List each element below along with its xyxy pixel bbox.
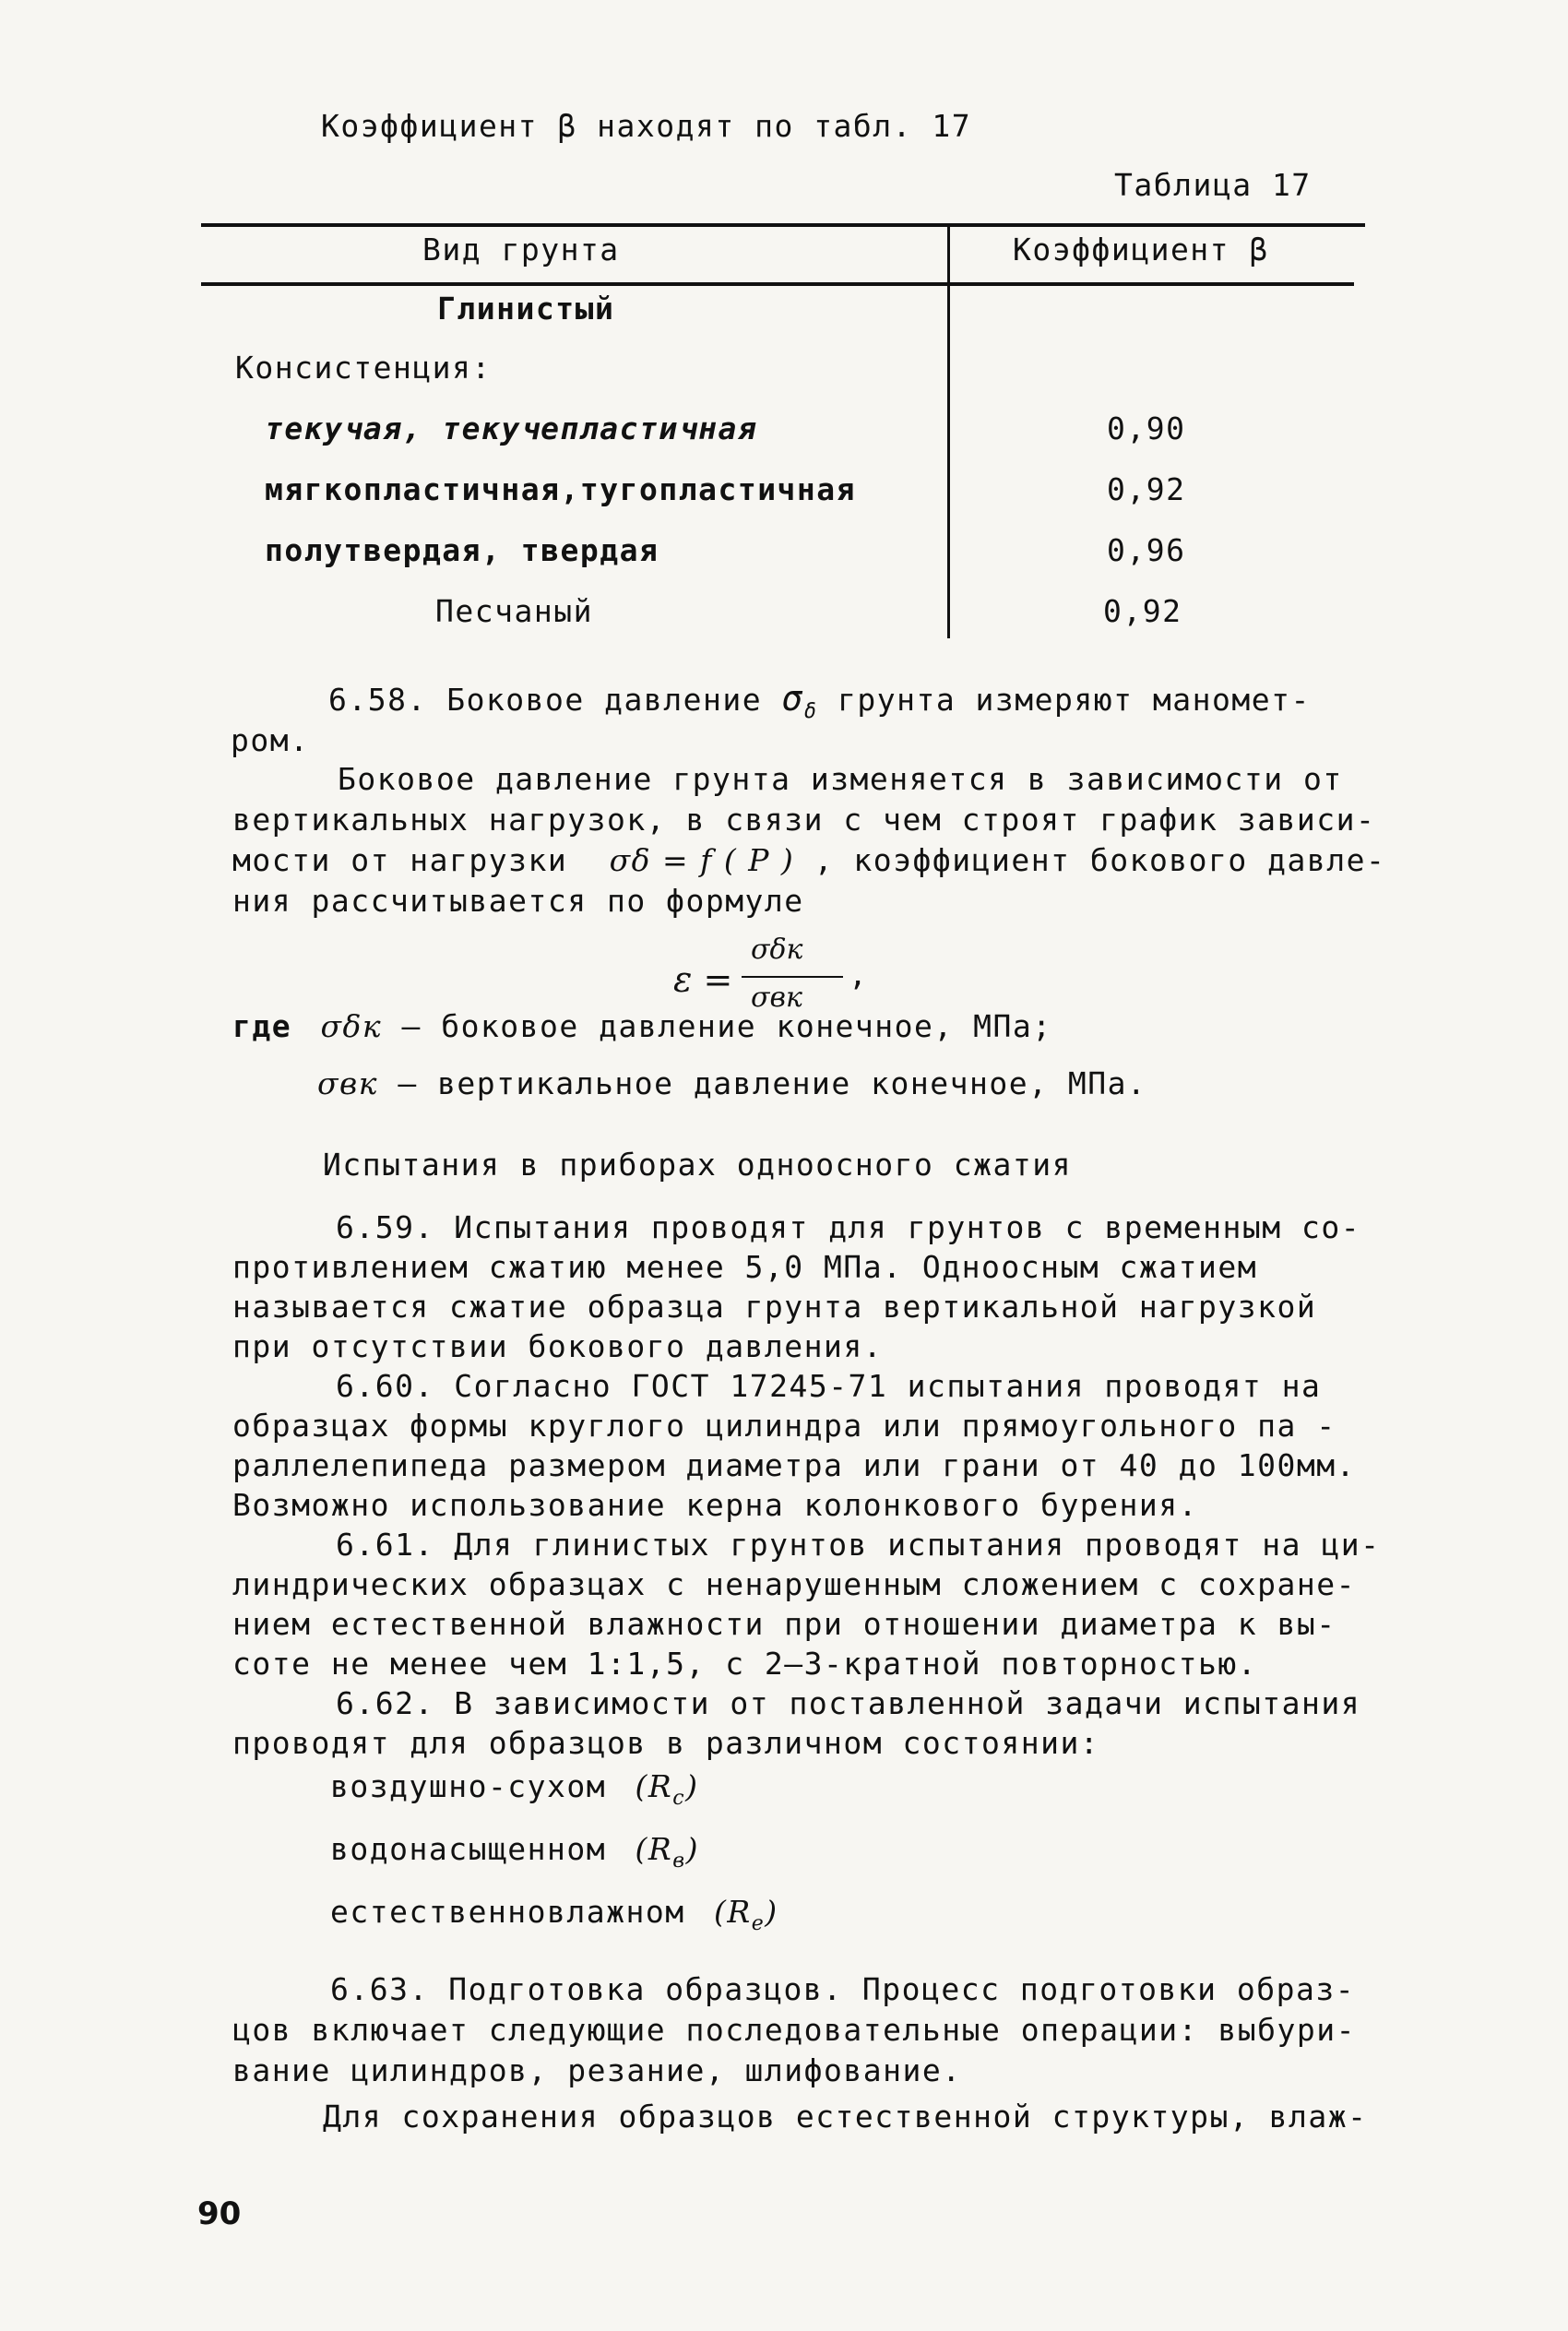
paragraph-6-58-line: 6.58. Боковое давление $\sigma_\delta$ грунта измеряют маномет- [328, 678, 1311, 723]
fraction-bar [742, 976, 843, 978]
paragraph-6-59-line: противлением сжатию менее 5,0 МПа. Одноосным сжатием [232, 1249, 1258, 1285]
paragraph-6-63-line: 6.63. Подготовка образцов. Процесс подготовки образ- [330, 1971, 1356, 2007]
table-row-value: 0,92 [1107, 471, 1186, 507]
paragraph-text-line: ния рассчитывается по формуле [232, 883, 804, 919]
paragraph-6-63-line: цов включает следующие последовательные операции: выбури- [232, 2012, 1356, 2048]
sigma-symbol: $\sigma_\delta$ [781, 678, 818, 723]
table-row-label: текучая, текучепластичная [265, 410, 758, 446]
paragraph-text-line: мости от нагрузки σδ = f ( P ) , коэффициент бокового давле- [232, 842, 1386, 878]
paragraph-6-63-line: вание цилиндров, резание, шлифование. [232, 2052, 962, 2088]
paragraph-6-62-line: проводят для образцов в различном состоянии: [232, 1725, 1100, 1761]
paragraph-text-line: Боковое давление грунта изменяется в зависимости от [338, 761, 1343, 797]
table-row-value: 0,96 [1107, 532, 1186, 568]
state-item: воздушно-сухом $(R_c)$ [330, 1768, 699, 1810]
table-header-soil-type: Вид грунта [422, 232, 620, 268]
table-row-label: полутвердая, твердая [265, 532, 659, 568]
formula-lhs: ε = [673, 959, 733, 1000]
paragraph-6-60-line: образцах формы круглого цилиндра или прямоугольного па - [232, 1408, 1336, 1444]
table-row-value: 0,92 [1103, 593, 1182, 629]
paragraph-6-58-line: ром. [231, 722, 310, 758]
formula-tail: , [849, 957, 869, 993]
section-subheading: Испытания в приборах одноосного сжатия [323, 1147, 1072, 1183]
paragraph-text-line: Для сохранения образцов естественной структуры, влаж- [323, 2099, 1368, 2135]
state-item: естественновлажном $(R_e)$ [330, 1894, 778, 1935]
paragraph-6-61-line: линдрических образцах с ненарушенным сложением с сохране- [232, 1566, 1356, 1602]
paragraph-6-60-line: Возможно использование керна колонкового бурения. [232, 1487, 1199, 1523]
table-top-rule [201, 223, 1365, 227]
formula-numerator: σδк [751, 934, 803, 966]
state-item: водонасыщенном $(R_в)$ [330, 1831, 699, 1873]
where-line: σвк – вертикальное давление конечное, МПа. [317, 1065, 1147, 1101]
table-group-clay: Глинистый [437, 291, 615, 327]
paragraph-6-60-line: раллелепипеда размером диаметра или грани от 40 до 100мм. [232, 1447, 1356, 1483]
paragraph-6-59-line: при отсутствии бокового давления. [232, 1328, 884, 1364]
paragraph-6-59-line: называется сжатие образца грунта вертикальной нагрузкой [232, 1289, 1317, 1325]
paragraph-6-60-line: 6.60. Согласно ГОСТ 17245-71 испытания проводят на [336, 1368, 1322, 1404]
table-caption: Таблица 17 [1114, 167, 1312, 203]
paragraph-6-61-line: 6.61. Для глинистых грунтов испытания проводят на ци- [336, 1527, 1381, 1563]
table-row-label: мягкопластичная,тугопластичная [265, 471, 857, 507]
page-number: 90 [197, 2195, 242, 2232]
table-row-label: Песчаный [435, 593, 593, 629]
table-header-coefficient: Коэффициент β [1013, 232, 1269, 268]
table-column-divider [947, 225, 950, 638]
formula-inline: σδ = f ( P ) [609, 842, 795, 878]
intro-text: Коэффициент β находят по табл. 17 [321, 108, 972, 144]
table-header-rule [201, 282, 1354, 286]
paragraph-6-61-line: нием естественной влажности при отношении диаметра к вы- [232, 1606, 1336, 1642]
paragraph-text-line: вертикальных нагрузок, в связи с чем строят график зависи- [232, 802, 1376, 838]
paragraph-6-62-line: 6.62. В зависимости от поставленной задачи испытания [336, 1685, 1361, 1721]
paragraph-6-59-line: 6.59. Испытания проводят для грунтов с временным со- [336, 1209, 1361, 1245]
formula-denominator: σвк [751, 981, 802, 1014]
paragraph-6-61-line: соте не менее чем 1:1,5, с 2–3-кратной повторностью. [232, 1646, 1258, 1682]
table-consistency-label: Консистенция: [235, 350, 492, 386]
table-row-value: 0,90 [1107, 410, 1186, 446]
where-line: где σδк – боковое давление конечное, МПа; [232, 1008, 1052, 1044]
